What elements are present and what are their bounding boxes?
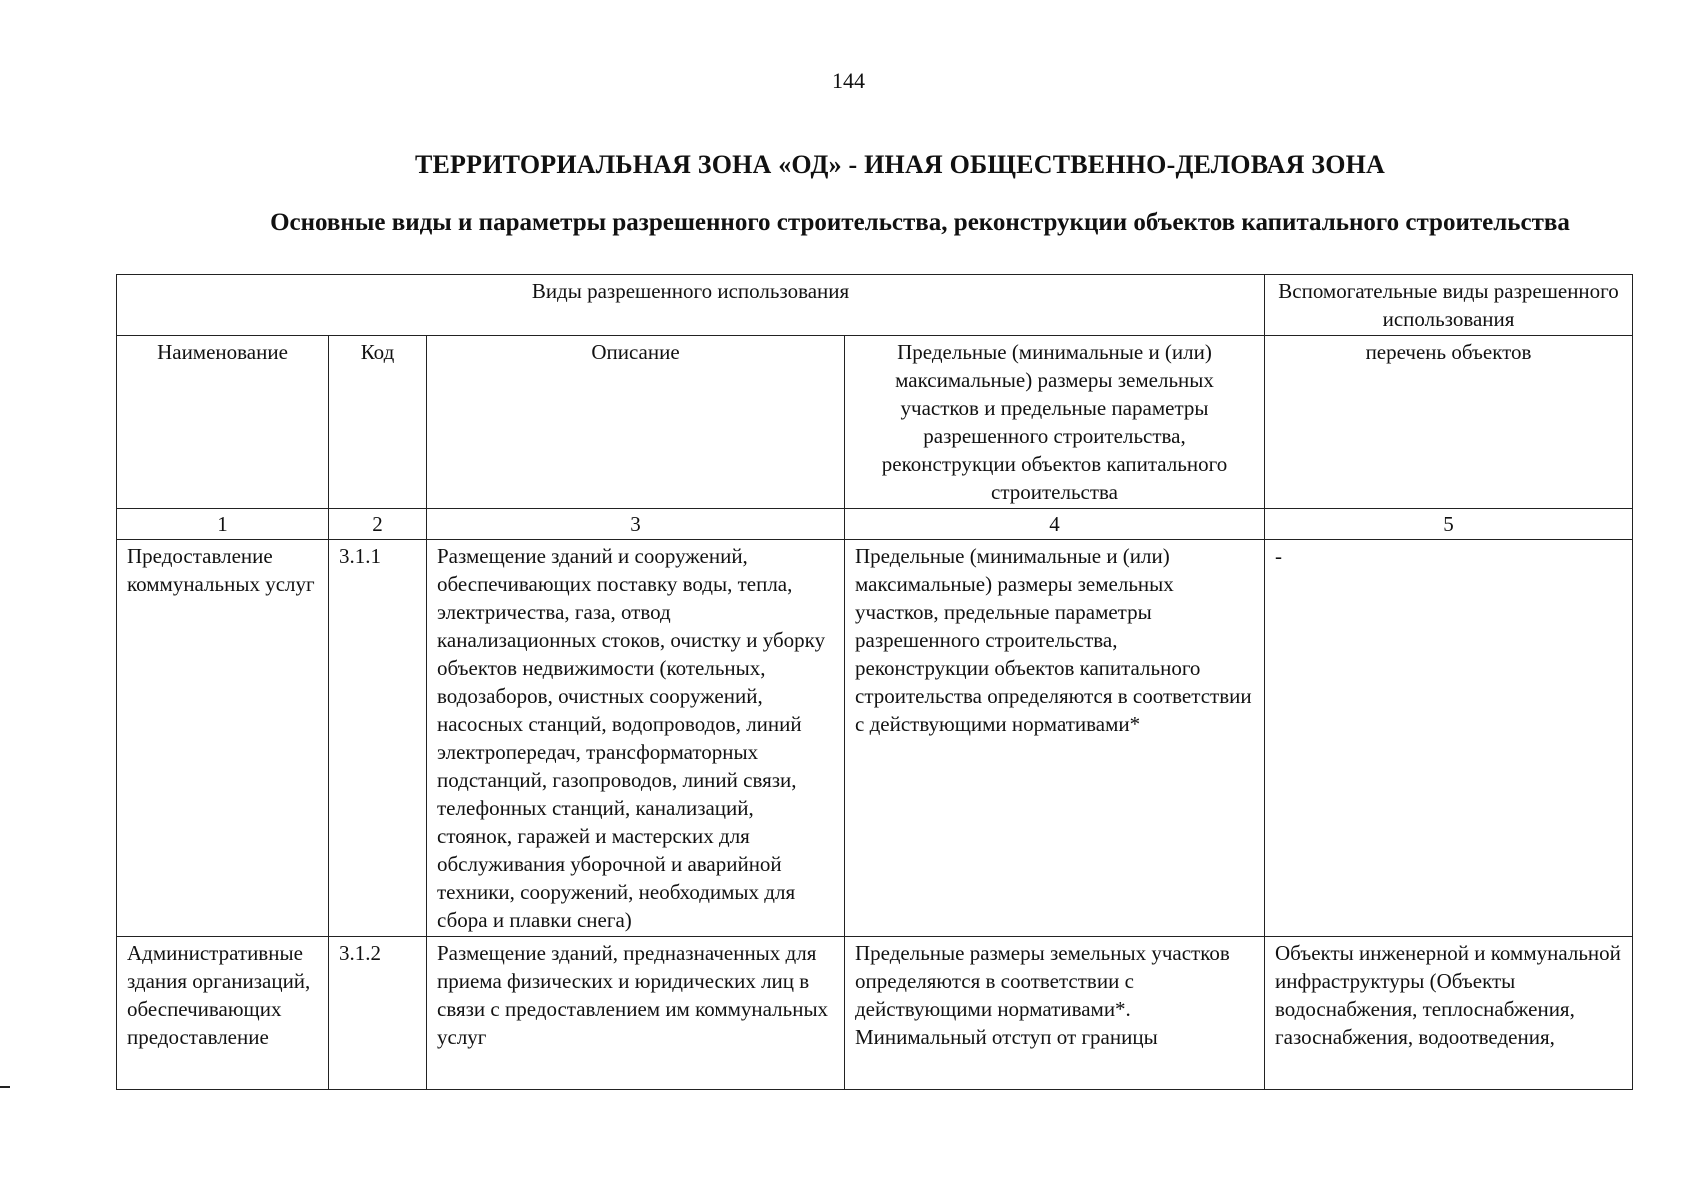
row-name: Административные здания организаций, обеспечивающих предоставление [127, 941, 311, 1049]
header-description: Описание [427, 336, 845, 509]
column-number: 5 [1265, 509, 1633, 540]
header-objects: перечень объектов [1265, 336, 1633, 509]
row-auxiliary: - [1265, 540, 1633, 937]
column-number: 3 [427, 509, 845, 540]
table-row [117, 937, 1633, 1090]
row-description: Размещение зданий и сооружений, обеспечивающих поставку воды, тепла, электричества, газа, отвод канализационных стоков, очистку и уборку объектов недвижимости (котельных, водозаборов, очистных сооружений, насосных станций, водопроводов, линий электропередач, трансформаторных подстанций, газопроводов, линий связи, телефонных станций, канализаций, стоянок, гаражей и мастерских для обслуживания уборочной и аварийной техники, сооружений, необходимых для сбора и плавки снега) [427, 540, 845, 937]
header-name: Наименование [117, 336, 329, 509]
column-number: 2 [329, 509, 427, 540]
group-header-row [117, 275, 1633, 336]
column-header-row [117, 336, 1633, 509]
column-number: 4 [845, 509, 1265, 540]
header-code: Код [329, 336, 427, 509]
zone-title: ТЕРРИТОРИАЛЬНАЯ ЗОНА «ОД» - ИНАЯ ОБЩЕСТВЕННО-ДЕЛОВАЯ ЗОНА [414, 150, 1386, 179]
row-auxiliary: Объекты инженерной и коммунальной инфраструктуры (Объекты водоснабжения, теплоснабжения, газоснабжения, водоотведения, [1275, 941, 1621, 1049]
row-code: 3.1.1 [329, 540, 427, 937]
row-parameters: Предельные размеры земельных участков определяются в соответствии с действующими нормативами*. Минимальный отступ от границы [855, 941, 1230, 1049]
column-number-row [117, 509, 1633, 540]
row-name: Предоставление коммунальных услуг [117, 540, 329, 937]
margin-mark [0, 1086, 10, 1088]
row-parameters: Предельные (минимальные и (или) максимальные) размеры земельных участков, предельные параметры разрешенного строительства, реконструкции объектов капитального строительства определяются в соответствии с действующими нормативами* [845, 540, 1265, 937]
row-description: Размещение зданий, предназначенных для приема физических и юридических лиц в связи с предоставлением им коммунальных услуг [437, 941, 829, 1049]
regulations-table [116, 274, 1633, 1090]
table-row [117, 540, 1633, 937]
header-auxiliary-group: Вспомогательные виды разрешенного использования [1265, 275, 1633, 336]
column-number: 1 [117, 509, 329, 540]
header-parameters: Предельные (минимальные и (или) максимальные) размеры земельных участков и предельные параметры разрешенного строительства, реконструкции объектов капитального строительства [845, 336, 1265, 509]
table-subtitle: Основные виды и параметры разрешенного строительства, реконструкции объектов капитального строительства [270, 209, 1570, 236]
header-main-group: Виды разрешенного использования [117, 275, 1265, 336]
row-code: 3.1.2 [339, 941, 381, 965]
page-number: 144 [832, 68, 865, 93]
